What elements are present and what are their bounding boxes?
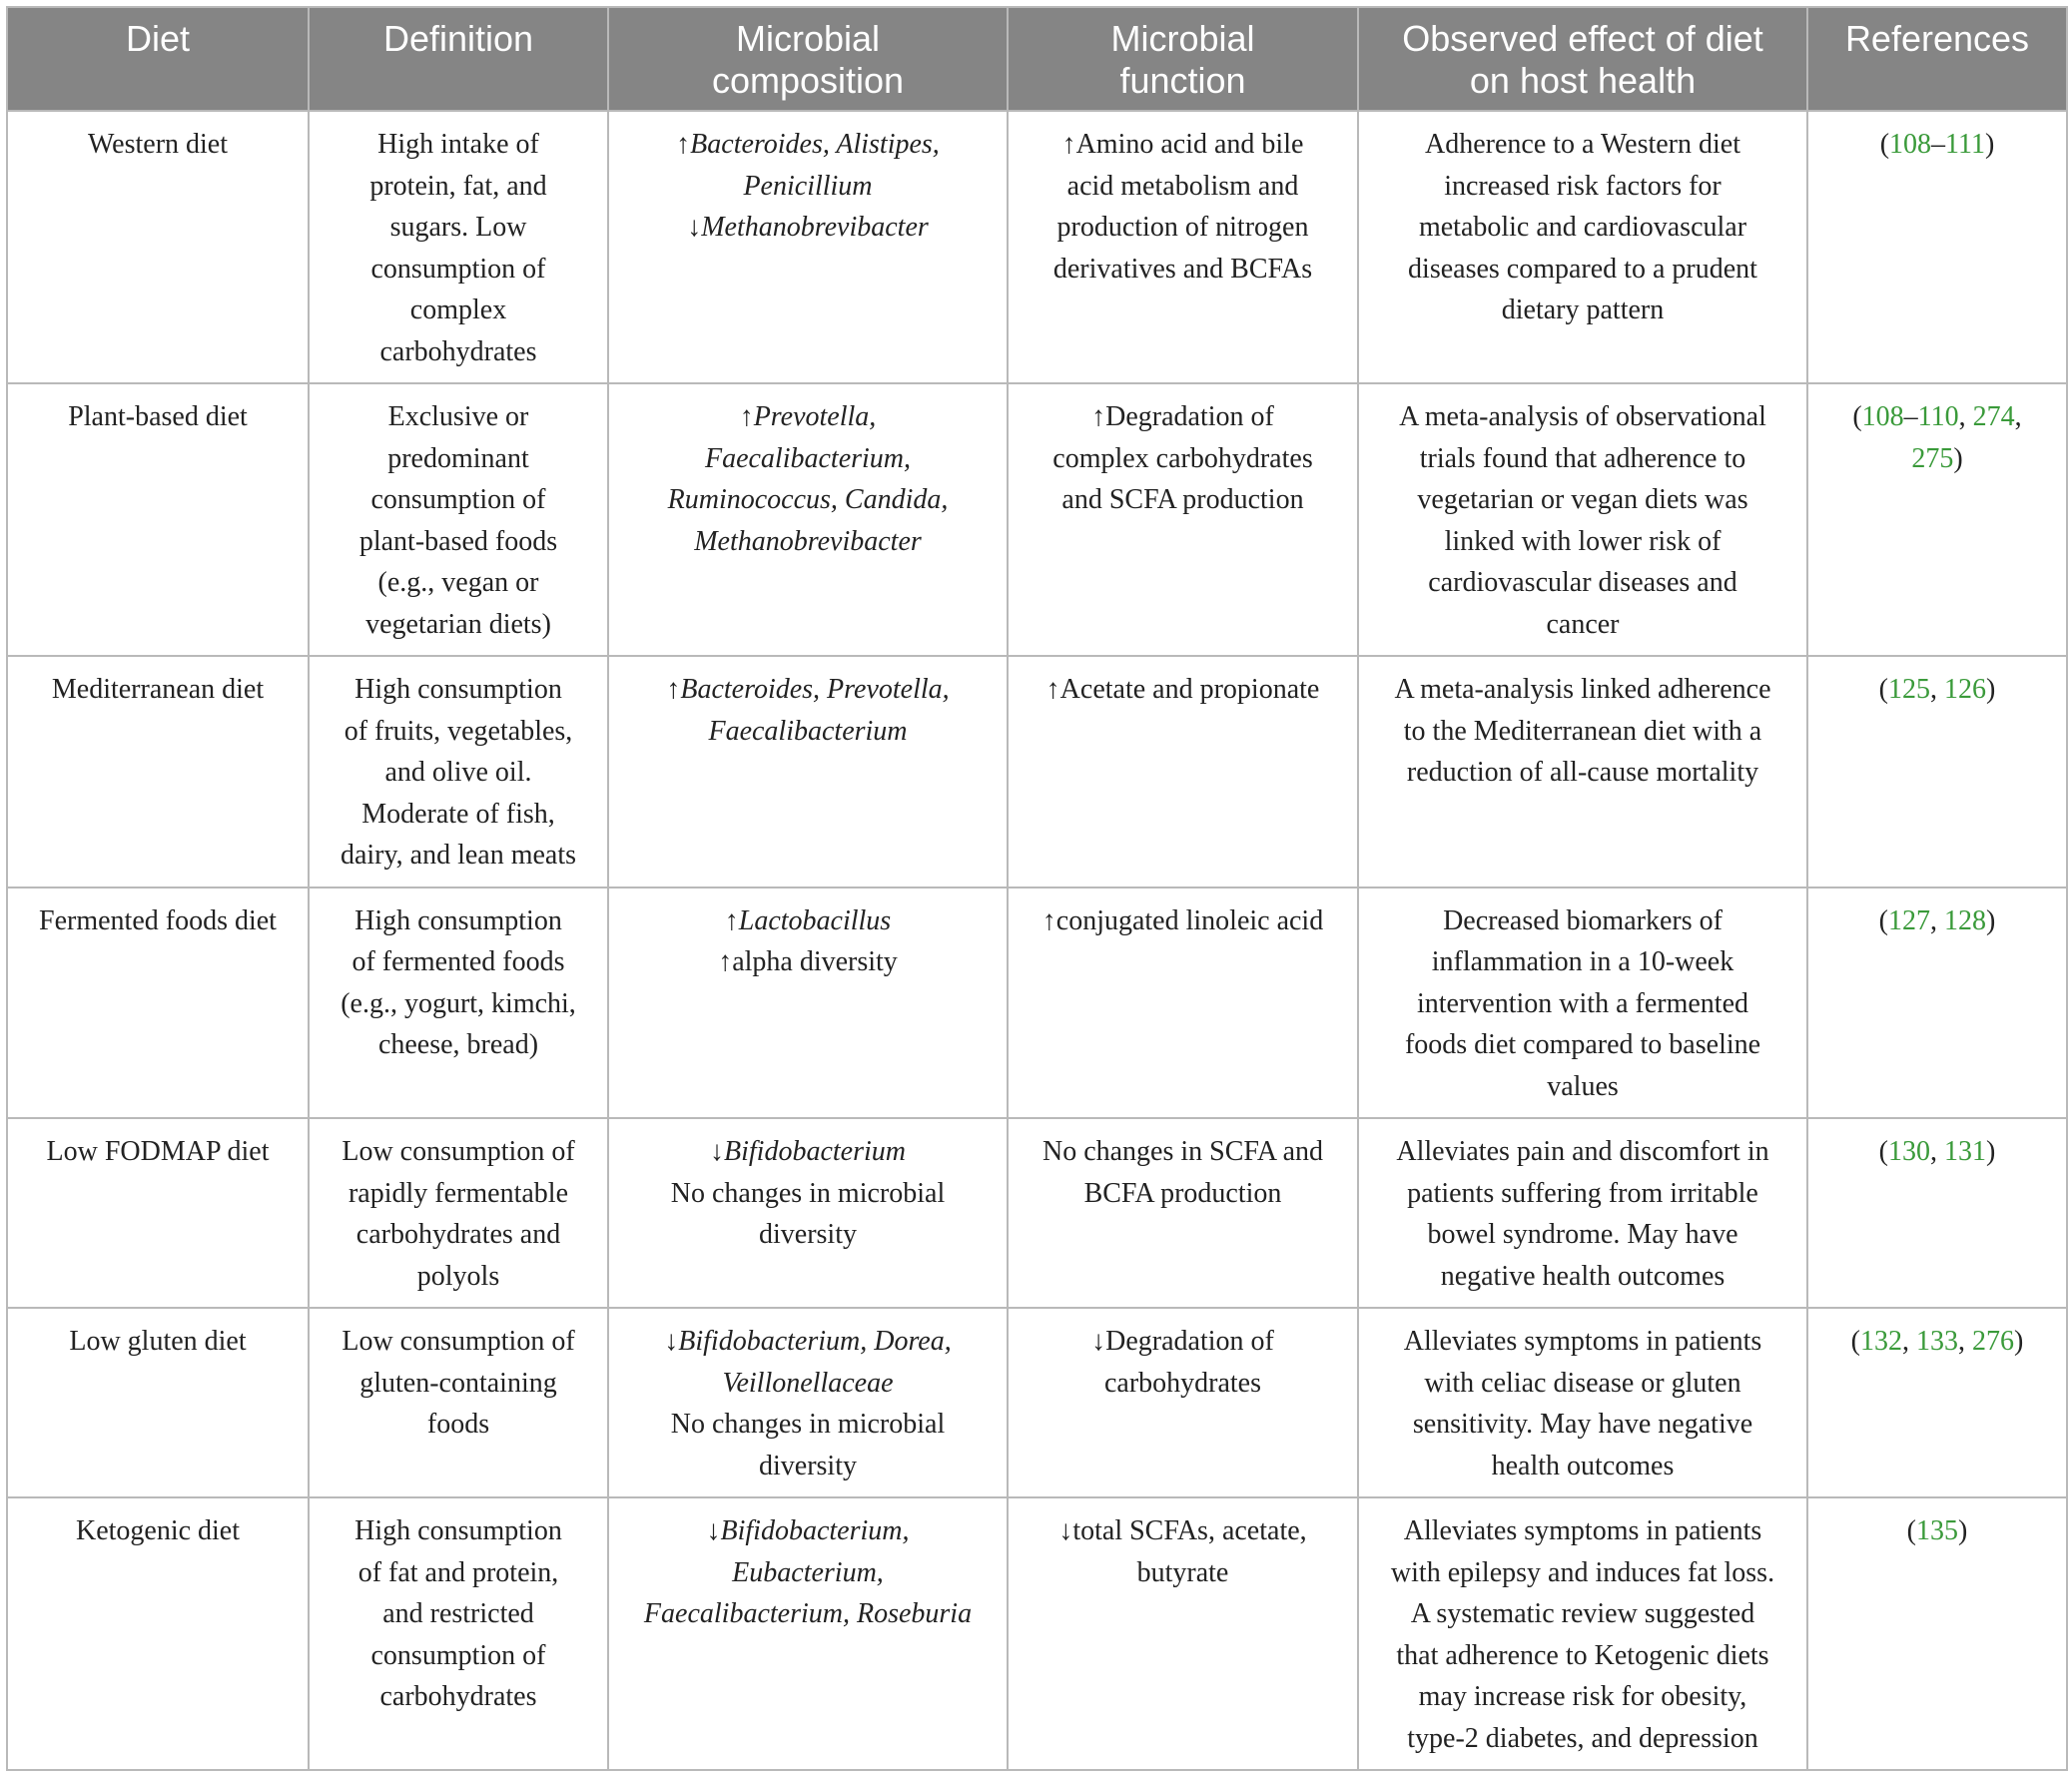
- function-line: and SCFA production: [1061, 484, 1304, 515]
- references-text: ): [2014, 1326, 2024, 1357]
- trend-arrow: ↓: [664, 1326, 679, 1357]
- effect-line: that adherence to Ketogenic diets: [1396, 1639, 1769, 1671]
- function-cell: [1008, 656, 1358, 887]
- references-text: (: [1850, 1326, 1860, 1357]
- function-line: ↓total SCFAs, acetate,: [1058, 1515, 1307, 1546]
- table-body: [7, 111, 2067, 1770]
- references-line: [1818, 900, 2056, 942]
- definition-line: of fermented foods: [351, 946, 565, 977]
- function-cell: [1008, 383, 1358, 656]
- diet-name: Plant-based diet: [68, 401, 248, 432]
- effect-line: cardiovascular diseases and: [1428, 567, 1737, 598]
- effect-line: values: [1547, 1070, 1619, 1102]
- reference-link[interactable]: 135: [1916, 1515, 1958, 1546]
- effect-line: Decreased biomarkers of: [1443, 904, 1723, 936]
- composition-line: [619, 900, 997, 942]
- trend-arrow: ↑: [666, 674, 681, 705]
- references-cell: [1807, 1308, 2067, 1497]
- effect-line: with celiac disease or gluten: [1424, 1367, 1741, 1399]
- definition-line: consumption of: [370, 253, 546, 285]
- function-cell: [1008, 111, 1358, 383]
- composition-text: diversity: [759, 1219, 857, 1250]
- definition-line: and restricted: [382, 1598, 534, 1629]
- composition-line: [619, 1593, 997, 1635]
- taxon-name: Veillonellaceae: [722, 1367, 894, 1399]
- definition-line: carbohydrates: [379, 1681, 537, 1712]
- references-text: ): [1986, 904, 1996, 936]
- definition-line: Low consumption of: [342, 1136, 575, 1167]
- trend-arrow: ↑: [676, 129, 691, 160]
- header-line: function: [1119, 60, 1246, 101]
- function-line: ↑Degradation of: [1091, 401, 1274, 432]
- effect-line: foods diet compared to baseline: [1404, 1029, 1761, 1060]
- function-line: No changes in SCFA and: [1041, 1136, 1324, 1167]
- references-text: ): [1953, 442, 1963, 474]
- trend-arrow: ↓: [687, 212, 702, 243]
- definition-line: High consumption: [354, 1515, 562, 1546]
- references-line: [1818, 1321, 2056, 1363]
- function-line: derivatives and BCFAs: [1052, 253, 1313, 285]
- composition-line: [619, 1404, 997, 1446]
- composition-line: [619, 941, 997, 983]
- definition-cell: [309, 1118, 608, 1308]
- effect-cell: [1358, 1118, 1807, 1308]
- effect-line: bowel syndrome. May have: [1427, 1219, 1738, 1250]
- diet-name: Fermented foods diet: [39, 904, 277, 936]
- definition-line: vegetarian diets): [365, 608, 551, 640]
- composition-line: [619, 711, 997, 753]
- reference-link[interactable]: 127: [1888, 904, 1930, 936]
- function-line: BCFA production: [1083, 1177, 1282, 1209]
- references-line: [1818, 1131, 2056, 1173]
- header-line: composition: [711, 60, 905, 101]
- references-text: ,: [1930, 904, 1944, 936]
- header-line: Microbial: [735, 18, 881, 59]
- definition-line: protein, fat, and: [369, 170, 547, 202]
- table-row: [7, 1308, 2067, 1497]
- definition-cell: [309, 656, 608, 887]
- effect-cell: [1358, 383, 1807, 656]
- effect-line: trials found that adherence to: [1419, 442, 1746, 474]
- header-row: [7, 7, 2067, 111]
- references-text: ,: [1930, 1136, 1944, 1167]
- composition-line: [619, 207, 997, 249]
- references-text: ): [1986, 674, 1996, 705]
- references-cell: [1807, 887, 2067, 1119]
- references-text: ,: [1958, 401, 1973, 432]
- diet-name: Low gluten diet: [69, 1326, 247, 1357]
- diet-cell: [7, 1308, 309, 1497]
- reference-link[interactable]: 276: [1972, 1326, 2014, 1357]
- reference-link[interactable]: 111: [1945, 129, 1985, 160]
- references-text: (: [1878, 674, 1888, 705]
- composition-line: [619, 1173, 997, 1215]
- effect-line: negative health outcomes: [1440, 1260, 1726, 1292]
- taxon-name: Penicillium: [743, 170, 873, 202]
- effect-cell: [1358, 1497, 1807, 1770]
- definition-line: gluten-containing: [359, 1367, 557, 1399]
- composition-line: [619, 1131, 997, 1173]
- effect-line: A systematic review suggested: [1410, 1598, 1755, 1629]
- references-cell: [1807, 656, 2067, 887]
- definition-line: consumption of: [370, 1639, 546, 1671]
- effect-line: reduction of all-cause mortality: [1406, 757, 1759, 788]
- diet-cell: [7, 383, 309, 656]
- effect-line: patients suffering from irritable: [1407, 1177, 1758, 1209]
- effect-line: A meta-analysis of observational: [1399, 401, 1766, 432]
- taxon-name: Methanobrevibacter: [694, 525, 922, 557]
- effect-cell: [1358, 656, 1807, 887]
- effect-line: increased risk factors for: [1444, 170, 1722, 202]
- composition-cell: [608, 111, 1008, 383]
- function-line: ↓Degradation of: [1091, 1326, 1274, 1357]
- taxon-name: Ruminococcus, Candida,: [667, 484, 949, 515]
- effect-line: Adherence to a Western diet: [1425, 129, 1740, 160]
- definition-line: Moderate of fish,: [361, 798, 555, 830]
- effect-line: may increase risk for obesity,: [1418, 1681, 1747, 1712]
- function-line: acid metabolism and: [1066, 170, 1299, 202]
- table-row: [7, 1497, 2067, 1770]
- effect-line: inflammation in a 10-week: [1431, 946, 1734, 977]
- header-definition: [309, 7, 608, 111]
- references-text: ,: [2014, 401, 2022, 432]
- composition-text: diversity: [759, 1450, 857, 1481]
- trend-arrow: ↓: [706, 1515, 721, 1546]
- composition-line: [619, 1363, 997, 1405]
- taxon-name: Bifidobacterium,: [720, 1515, 910, 1546]
- function-line: complex carbohydrates: [1052, 442, 1313, 474]
- header-line: Diet: [125, 18, 191, 59]
- definition-line: High intake of: [377, 129, 539, 160]
- effect-line: intervention with a fermented: [1417, 987, 1748, 1019]
- effect-line: Alleviates symptoms in patients: [1403, 1515, 1762, 1546]
- references-text: (: [1878, 1136, 1888, 1167]
- taxon-name: Methanobrevibacter: [701, 212, 929, 243]
- definition-line: and olive oil.: [384, 757, 532, 788]
- composition-line: [619, 1214, 997, 1256]
- function-cell: [1008, 1308, 1358, 1497]
- header-line: Observed effect of diet: [1402, 18, 1763, 59]
- definition-line: foods: [426, 1409, 490, 1440]
- taxon-name: Bifidobacterium, Dorea,: [678, 1326, 952, 1357]
- taxon-name: Prevotella,: [753, 401, 877, 432]
- effect-line: type-2 diabetes, and depression: [1407, 1722, 1758, 1754]
- reference-link[interactable]: 126: [1944, 674, 1986, 705]
- reference-link[interactable]: 274: [1972, 401, 2015, 432]
- taxon-name: Bacteroides, Alistipes,: [690, 129, 940, 160]
- definition-line: High consumption: [354, 904, 562, 936]
- references-text: (: [1852, 401, 1862, 432]
- definition-line: carbohydrates: [379, 335, 537, 367]
- references-line: [1818, 669, 2056, 711]
- definition-line: (e.g., yogurt, kimchi,: [341, 987, 576, 1019]
- function-line: production of nitrogen: [1056, 212, 1309, 243]
- definition-line: of fruits, vegetables,: [344, 715, 573, 747]
- composition-text: ↑alpha diversity: [718, 946, 898, 977]
- effect-line: metabolic and cardiovascular: [1418, 212, 1747, 243]
- effect-line: A meta-analysis linked adherence: [1394, 674, 1771, 705]
- table-row: [7, 1118, 2067, 1308]
- references-text: (: [1878, 904, 1888, 936]
- effect-cell: [1358, 1308, 1807, 1497]
- reference-link[interactable]: 128: [1944, 904, 1986, 936]
- references-text: (: [1879, 129, 1890, 160]
- composition-cell: [608, 1497, 1008, 1770]
- trend-arrow: ↓: [710, 1136, 724, 1167]
- references-line: [1818, 438, 2056, 480]
- composition-text: No changes in microbial: [670, 1177, 946, 1209]
- references-line: [1818, 396, 2056, 438]
- header-line: References: [1844, 18, 2030, 59]
- header-diet: [7, 7, 309, 111]
- references-text: –: [1931, 129, 1946, 160]
- references-text: (: [1906, 1515, 1916, 1546]
- effect-cell: [1358, 111, 1807, 383]
- definition-line: complex: [409, 295, 507, 325]
- definition-line: High consumption: [354, 674, 562, 705]
- header-observed-effect: [1358, 7, 1807, 111]
- references-text: ,: [1902, 1326, 1916, 1357]
- effect-line: health outcomes: [1491, 1450, 1675, 1481]
- composition-line: [619, 396, 997, 438]
- table-row: [7, 111, 2067, 383]
- taxon-name: Bifidobacterium: [724, 1136, 906, 1167]
- taxon-name: Faecalibacterium,: [704, 442, 912, 474]
- definition-cell: [309, 887, 608, 1119]
- header-microbial-function: [1008, 7, 1358, 111]
- table-row: [7, 383, 2067, 656]
- reference-link[interactable]: 125: [1888, 674, 1930, 705]
- diet-cell: [7, 1118, 309, 1308]
- references-text: ): [1958, 1515, 1968, 1546]
- effect-line: cancer: [1546, 608, 1620, 640]
- composition-line: [619, 124, 997, 166]
- composition-line: [619, 479, 997, 521]
- reference-link[interactable]: 110: [1917, 401, 1959, 432]
- composition-line: [619, 1552, 997, 1594]
- reference-link[interactable]: 133: [1916, 1326, 1958, 1357]
- references-cell: [1807, 1497, 2067, 1770]
- definition-line: of fat and protein,: [357, 1556, 559, 1588]
- table-row: [7, 887, 2067, 1119]
- header-line: Microbial: [1110, 18, 1255, 59]
- references-line: [1818, 124, 2056, 166]
- effect-line: linked with lower risk of: [1444, 525, 1722, 557]
- diet-cell: [7, 111, 309, 383]
- function-line: butyrate: [1136, 1556, 1229, 1588]
- table-header: [7, 7, 2067, 111]
- definition-line: plant-based foods: [358, 525, 558, 557]
- taxon-name: Faecalibacterium, Roseburia: [643, 1598, 973, 1629]
- effect-line: vegetarian or vegan diets was: [1417, 484, 1748, 515]
- diet-microbiome-table: [6, 6, 2068, 1771]
- reference-link[interactable]: 108: [1889, 129, 1932, 160]
- references-cell: [1807, 111, 2067, 383]
- definition-cell: [309, 1497, 608, 1770]
- composition-text: No changes in microbial: [670, 1409, 946, 1440]
- effect-line: Alleviates symptoms in patients: [1403, 1326, 1762, 1357]
- definition-line: consumption of: [370, 484, 546, 515]
- diet-name: Ketogenic diet: [75, 1515, 241, 1546]
- definition-line: predominant: [387, 442, 529, 474]
- diet-table-container: [6, 6, 2066, 1771]
- function-cell: [1008, 1118, 1358, 1308]
- taxon-name: Bacteroides, Prevotella,: [680, 674, 950, 705]
- reference-link[interactable]: 132: [1860, 1326, 1902, 1357]
- reference-link[interactable]: 130: [1888, 1136, 1930, 1167]
- reference-link[interactable]: 131: [1944, 1136, 1986, 1167]
- definition-line: polyols: [416, 1260, 500, 1292]
- function-cell: [1008, 887, 1358, 1119]
- effect-line: with epilepsy and induces fat loss.: [1390, 1556, 1775, 1588]
- diet-name: Low FODMAP diet: [46, 1136, 270, 1167]
- effect-cell: [1358, 887, 1807, 1119]
- composition-line: [619, 1510, 997, 1552]
- effect-line: diseases compared to a prudent: [1408, 253, 1757, 285]
- references-cell: [1807, 383, 2067, 656]
- diet-name: Mediterranean diet: [51, 674, 265, 705]
- composition-cell: [608, 383, 1008, 656]
- composition-cell: [608, 1118, 1008, 1308]
- composition-line: [619, 438, 997, 480]
- definition-line: cheese, bread): [377, 1029, 539, 1060]
- definition-line: rapidly fermentable: [347, 1177, 568, 1209]
- trend-arrow: ↑: [739, 401, 754, 432]
- references-text: ,: [1930, 674, 1944, 705]
- effect-line: dietary pattern: [1501, 295, 1665, 325]
- trend-arrow: ↑: [724, 904, 739, 936]
- header-line: Definition: [382, 18, 534, 59]
- definition-line: Low consumption of: [342, 1326, 575, 1357]
- function-line: ↑Amino acid and bile: [1061, 129, 1304, 160]
- effect-line: to the Mediterranean diet with a: [1403, 715, 1762, 747]
- definition-line: carbohydrates and: [355, 1219, 561, 1250]
- taxon-name: Eubacterium,: [732, 1556, 884, 1588]
- definition-line: sugars. Low: [389, 212, 527, 243]
- composition-cell: [608, 887, 1008, 1119]
- definition-cell: [309, 1308, 608, 1497]
- references-text: ,: [1958, 1326, 1972, 1357]
- reference-link[interactable]: 275: [1911, 442, 1954, 474]
- header-line: on host health: [1469, 60, 1697, 101]
- taxon-name: Faecalibacterium: [708, 715, 908, 747]
- definition-line: Exclusive or: [387, 401, 529, 432]
- function-line: ↑Acetate and propionate: [1045, 674, 1320, 705]
- effect-line: Alleviates pain and discomfort in: [1396, 1136, 1769, 1167]
- references-cell: [1807, 1118, 2067, 1308]
- definition-cell: [309, 111, 608, 383]
- diet-cell: [7, 887, 309, 1119]
- definition-cell: [309, 383, 608, 656]
- diet-name: Western diet: [87, 129, 229, 160]
- references-text: –: [1903, 401, 1918, 432]
- reference-link[interactable]: 108: [1861, 401, 1904, 432]
- diet-cell: [7, 1497, 309, 1770]
- references-text: ): [1984, 129, 1995, 160]
- header-references: [1807, 7, 2067, 111]
- effect-line: sensitivity. May have negative: [1412, 1409, 1753, 1440]
- composition-cell: [608, 1308, 1008, 1497]
- diet-cell: [7, 656, 309, 887]
- function-line: ↑conjugated linoleic acid: [1041, 904, 1324, 936]
- header-microbial-composition: [608, 7, 1008, 111]
- function-line: carbohydrates: [1103, 1367, 1262, 1399]
- composition-line: [619, 1446, 997, 1487]
- composition-line: [619, 669, 997, 711]
- composition-cell: [608, 656, 1008, 887]
- composition-line: [619, 521, 997, 563]
- table-row: [7, 656, 2067, 887]
- references-text: ): [1986, 1136, 1996, 1167]
- definition-line: (e.g., vegan or: [377, 567, 539, 598]
- function-cell: [1008, 1497, 1358, 1770]
- composition-line: [619, 166, 997, 208]
- references-line: [1818, 1510, 2056, 1552]
- definition-line: dairy, and lean meats: [340, 840, 577, 871]
- taxon-name: Lactobacillus: [738, 904, 892, 936]
- composition-line: [619, 1321, 997, 1363]
